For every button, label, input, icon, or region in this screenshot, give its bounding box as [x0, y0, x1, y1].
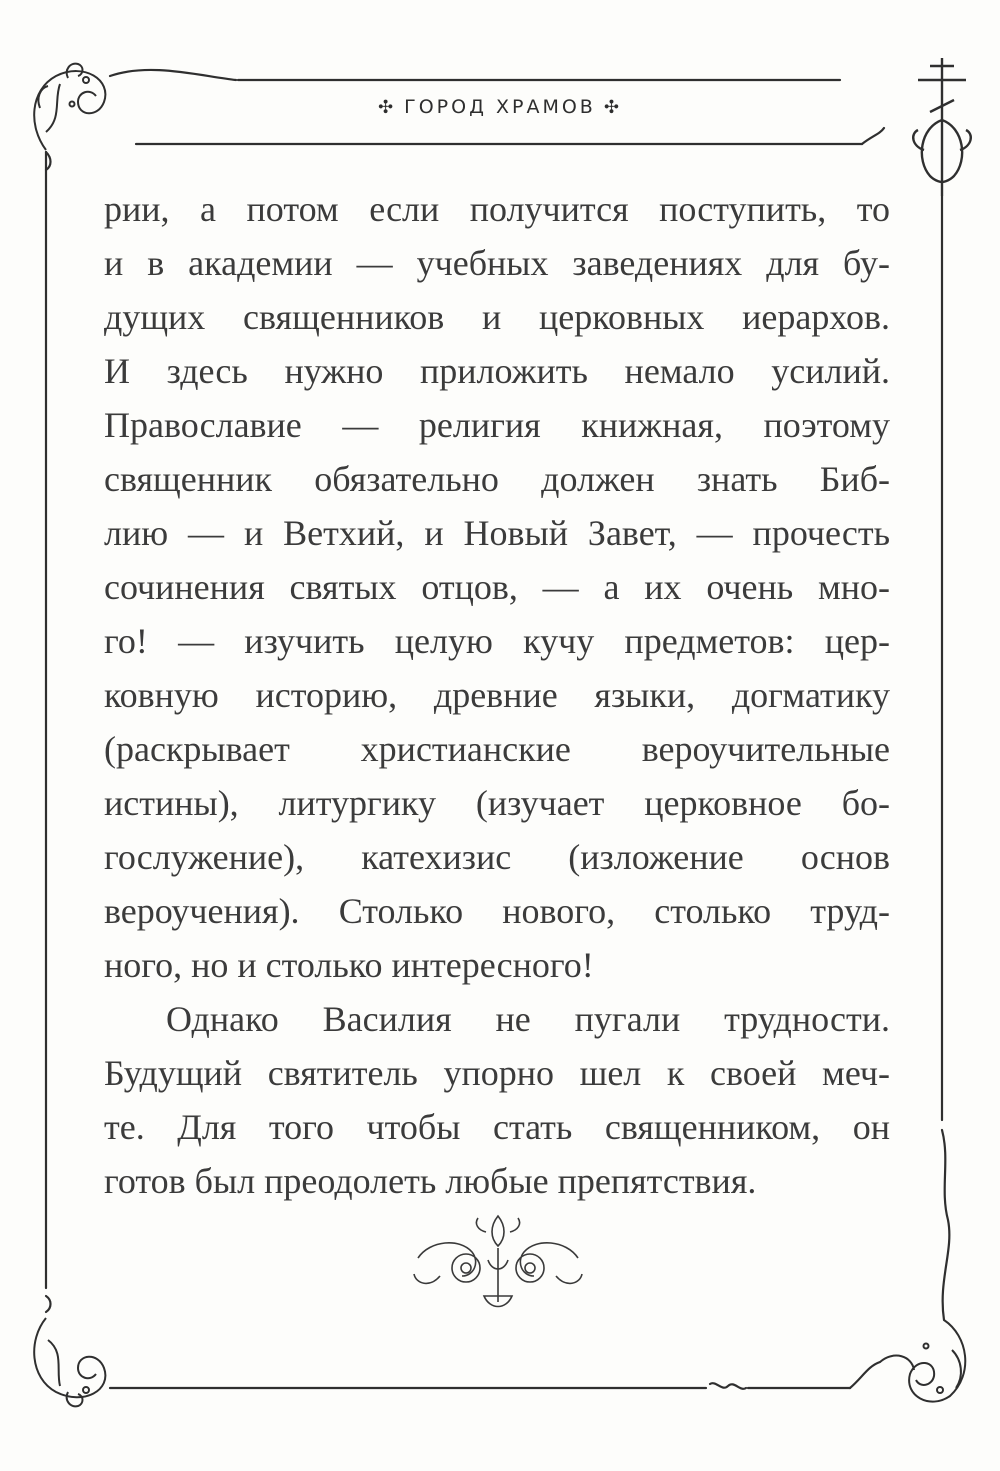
- text-line: Будущий святитель упорно шел к своей меч-: [104, 1053, 890, 1093]
- text-line: истины), литургику (изучает церковное бо-: [104, 783, 890, 823]
- running-header: [240, 96, 760, 118]
- text-line: ного, но и столько интересного!: [104, 945, 594, 985]
- body-text: [104, 182, 890, 1208]
- floral-vignette-icon: [414, 1216, 582, 1307]
- text-line: го! — изучить целую кучу предметов: цер-: [104, 621, 890, 661]
- text-line: и в академии — учебных заведениях для бу-: [104, 243, 890, 283]
- top-left-flourish-icon: [34, 64, 105, 150]
- text-line: Православие — религия книжная, поэтому: [104, 405, 890, 445]
- bottom-left-flourish-icon: [34, 1318, 105, 1406]
- header-ornament-left-icon: ✣: [378, 97, 397, 118]
- text-line: гослужение), катехизис (изложение основ: [104, 837, 890, 877]
- header-ornament-right-icon: ✣: [603, 97, 622, 118]
- text-line: вероучения). Столько нового, столько труд-: [104, 891, 890, 931]
- top-rule-left-swash: [110, 70, 236, 80]
- text-line: дущих священников и церковных иерархов.: [104, 297, 890, 337]
- text-line: священник обязательно должен знать Биб-: [104, 459, 890, 499]
- text-line: лию — и Ветхий, и Новый Завет, — прочесть: [104, 513, 890, 553]
- top-rule-hook: [862, 128, 884, 144]
- text-line: рии, а потом если получится поступить, то: [104, 189, 890, 229]
- text-line: (раскрывает христианские вероучительные: [104, 729, 890, 769]
- bottom-right-flourish-icon: [880, 1320, 965, 1402]
- text-line: Однако Василия не пугали трудности.: [166, 999, 890, 1039]
- text-line: готов был преодолеть любые препятствия.: [104, 1161, 757, 1201]
- text-line: те. Для того чтобы стать священником, он: [104, 1107, 890, 1147]
- orthodox-cross-icon: [913, 58, 971, 196]
- text-line: сочинения святых отцов, — а их очень мно-: [104, 567, 890, 607]
- text-line: ковную историю, древние языки, догматику: [104, 675, 890, 715]
- header-title: ГОРОД ХРАМОВ: [404, 96, 596, 118]
- text-line: И здесь нужно приложить немало усилий.: [104, 351, 890, 391]
